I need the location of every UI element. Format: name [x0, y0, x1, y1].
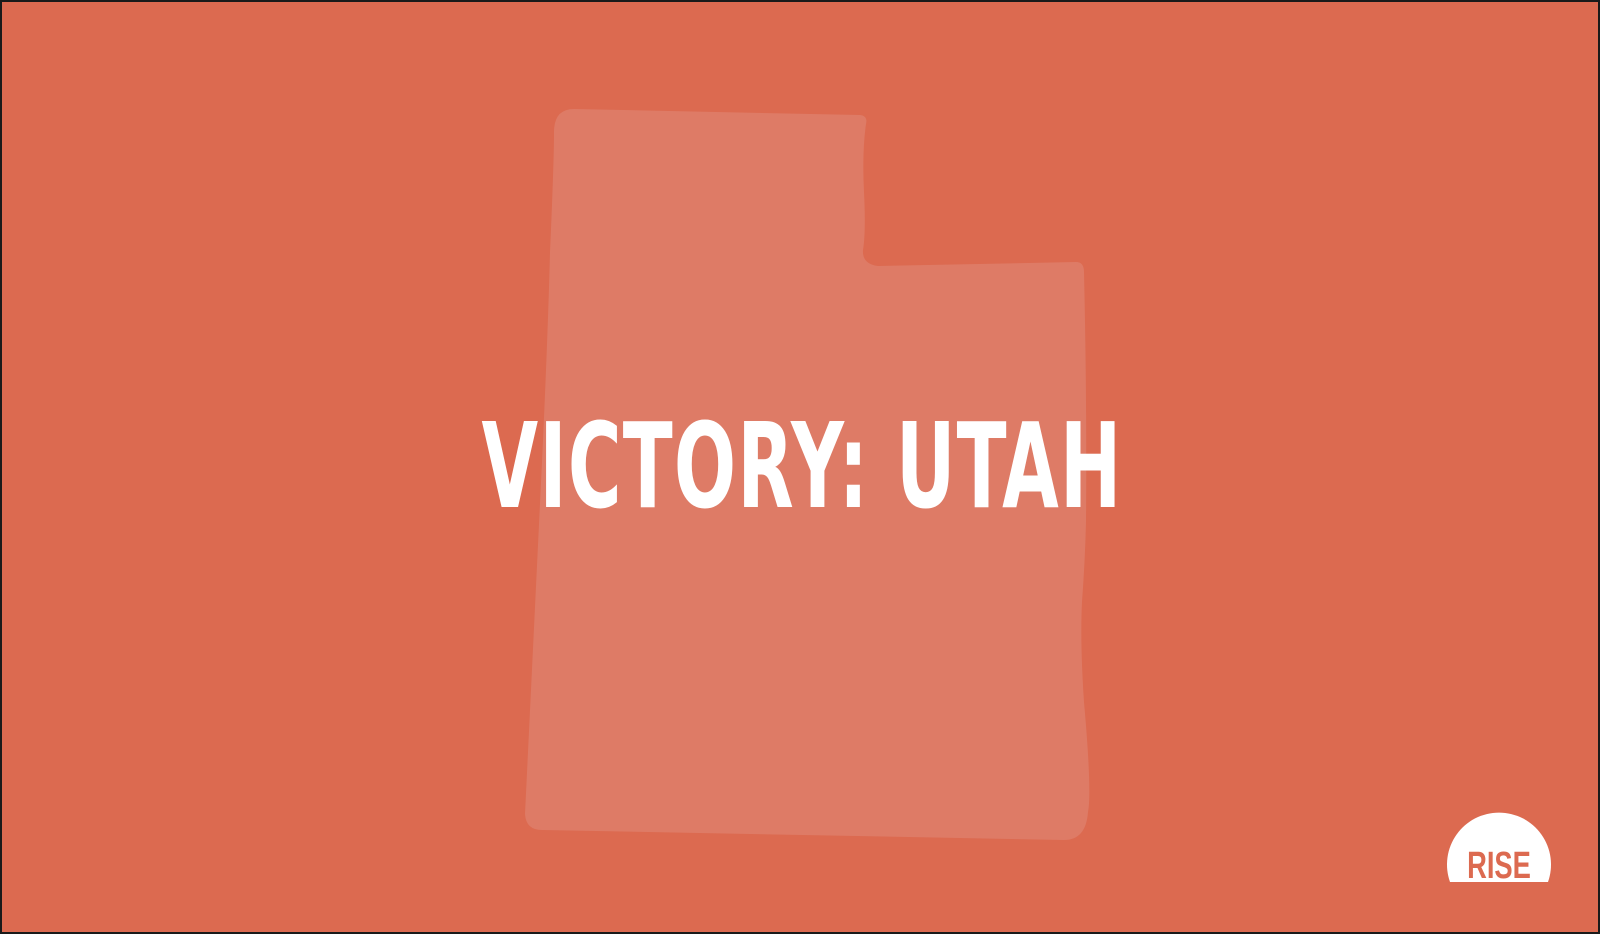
logo-text: RISE — [1467, 844, 1531, 884]
rise-logo-icon — [1446, 808, 1552, 884]
headline-text: VICTORY: UTAH — [481, 397, 1123, 535]
